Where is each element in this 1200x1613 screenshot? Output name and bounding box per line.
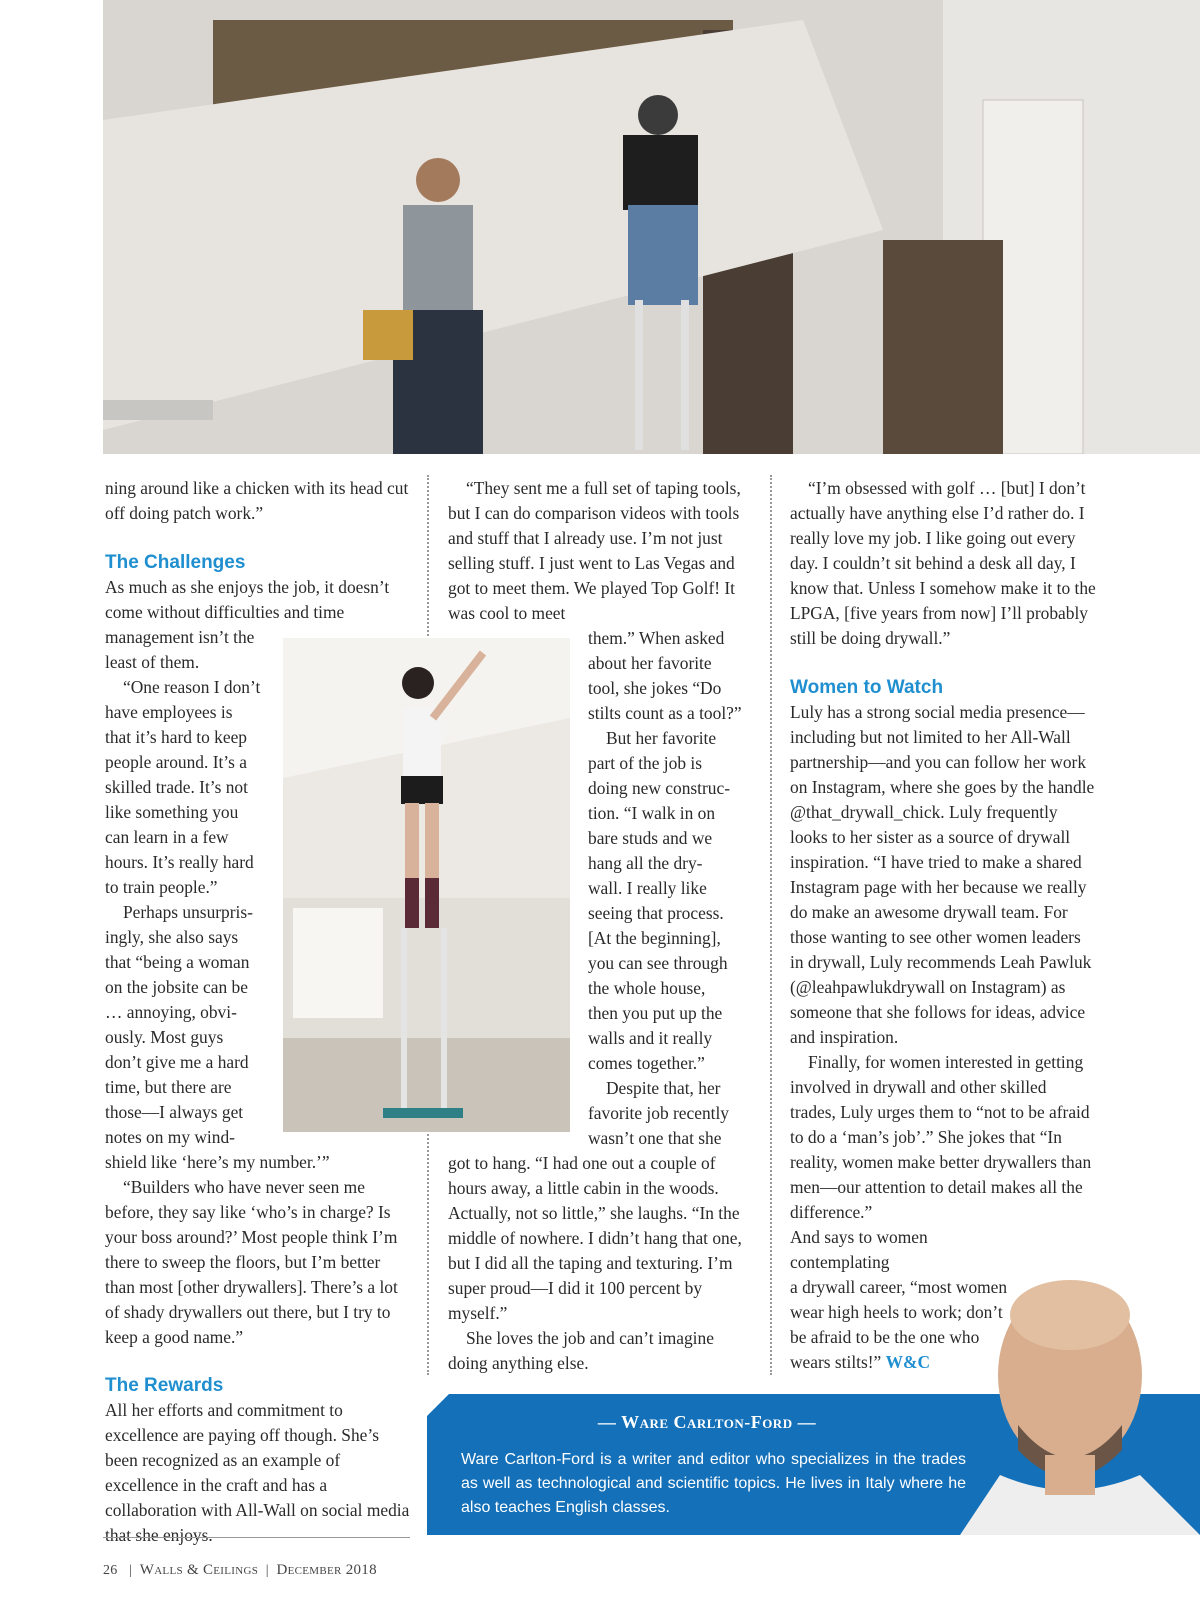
col2-line: you can see through: [588, 953, 728, 973]
col1-line: hours. It’s really hard: [105, 852, 254, 872]
col2-line: favorite job recently: [588, 1103, 729, 1123]
column-divider-2: [770, 475, 772, 1375]
col2-line: wasn’t one that she: [588, 1128, 722, 1148]
col1-line: to train people.”: [105, 877, 218, 897]
col1-paragraph-1: ning around like a chicken with its head cut off doing patch work.”: [105, 478, 409, 523]
page-footer: [103, 1562, 377, 1579]
col1-line: … annoying, obvi-: [105, 1002, 237, 1022]
col2-line: seeing that process.: [588, 903, 724, 923]
col1-line: those—I always get: [105, 1102, 244, 1122]
col1-line: that “being a woman: [105, 952, 250, 972]
col3-line: And says to women contemplating: [790, 1227, 928, 1272]
col2-line: walls and it really: [588, 1028, 713, 1048]
col2-line: hang all the dry-: [588, 853, 703, 873]
author-name: — Ware Carlton-Ford —: [597, 1412, 817, 1432]
col1-line: don’t give me a hard: [105, 1052, 249, 1072]
footer-separator: |: [265, 1563, 269, 1578]
col1-paragraph-6: All her efforts and commitment to excellence are paying off though. She’s been recognized as an example of excellence in the craft and has a collaboration with All-Wall on social media that she enjoys.: [105, 1400, 410, 1545]
author-portrait: [940, 1275, 1200, 1535]
col2-line: doing new construc-: [588, 778, 730, 798]
col2-line: then you put up the: [588, 1003, 723, 1023]
heading-the-rewards: The Rewards: [105, 1375, 224, 1396]
col3-line: a drywall career, “most women: [790, 1277, 1008, 1297]
col2-line: tool, she jokes “Do: [588, 678, 722, 698]
bio-box-corner-tab: [427, 1394, 449, 1416]
col2-line: stilts count as a tool?”: [588, 703, 742, 723]
col1-line: on the jobsite can be: [105, 977, 248, 997]
col2-line: part of the job is: [588, 753, 702, 773]
col1-line: ously. Most guys: [105, 1027, 224, 1047]
top-photo-drywall-hanging: [103, 0, 1200, 454]
col3-paragraph-1: “I’m obsessed with golf … [but] I don’t actually have anything else I’d rather do. I really love my job. I like going out every day. I couldn’t sit behind a desk all day, I know that. Unless I somehow make it to the LPGA, [five years from now] I’ll probably still be doing drywall.”: [790, 478, 1096, 648]
drywall-hanging-illustration: [103, 0, 1200, 454]
col1-line: Perhaps unsurpris-: [123, 902, 253, 922]
issue-date: December 2018: [276, 1562, 377, 1578]
col2-line: Despite that, her: [606, 1078, 721, 1098]
wc-signoff: W&C: [885, 1352, 931, 1372]
col1-line: people around. It’s a: [105, 752, 247, 772]
column-3: [790, 476, 1096, 1375]
page-number: 26: [103, 1563, 118, 1578]
col2-line: tion. “I walk in on: [588, 803, 716, 823]
footer-separator: |: [129, 1563, 133, 1578]
col2-line: comes together.”: [588, 1053, 705, 1073]
col2-line: the whole house,: [588, 978, 706, 998]
col2-line: But her favorite: [606, 728, 717, 748]
col1-line: skilled trade. It’s not: [105, 777, 248, 797]
col3-line: be afraid to be the one who: [790, 1327, 980, 1347]
col2-line: about her favorite: [588, 653, 712, 673]
column-2: [448, 476, 754, 1376]
author-portrait-illustration: [940, 1275, 1200, 1535]
col2-line: [At the beginning],: [588, 928, 721, 948]
col2-paragraph-4: She loves the job and can’t imagine doing anything else.: [448, 1328, 714, 1373]
col1-paragraph-2a: As much as she enjoys the job, it doesn’t come without difficulties and time: [105, 577, 390, 622]
col1-line: like something you: [105, 802, 239, 822]
col1-line: ingly, she also says: [105, 927, 239, 947]
author-bio-text: Ware Carlton-Ford is a writer and editor who specializes in the trades as well as technological and scientific topics. He lives in Italy where he also teaches English classes.: [461, 1451, 966, 1516]
col1-line: “One reason I don’t: [123, 677, 261, 697]
col2-paragraph-3: got to hang. “I had one out a couple of hours away, a little cabin in the woods. Actually, not so little,” she laughs. “In the middle of nowhere. I didn’t hang that one, but I did all the taping and texturing. I’m super proud—I did it 100 percent by myself.”: [448, 1153, 742, 1323]
heading-the-challenges: The Challenges: [105, 552, 246, 573]
col3-paragraph-2: Luly has a strong social media presence—including but not limited to her All-Wall partnership—and you can follow her work on Instagram, where she goes by the handle @that_drywall_chick. Luly frequently looks to her sister as a source of drywall inspiration. “I have tried to make a shared Instagram page with her because we really do make an awesome drywall team. For those wanting to see other women leaders in drywall, Luly recommends Leah Pawluk (@leahpawlukdrywall on Instagram) as someone that she follows for ideas, advice and inspiration.: [790, 702, 1095, 1047]
col3-line: wear high heels to work; don’t: [790, 1302, 1003, 1322]
col2-line: them.” When asked: [588, 628, 725, 648]
col1-line: time, but there are: [105, 1077, 232, 1097]
col2-paragraph-1: “They sent me a full set of taping tools, but I can do comparison videos with tools and stuff that I already use. I’m not just selling stuff. I just went to Las Vegas and got to meet them. We played Top Golf! It was cool to meet: [448, 478, 741, 623]
heading-women-to-watch: Women to Watch: [790, 677, 944, 698]
col2-line: bare studs and we: [588, 828, 713, 848]
col1-line: have employees is: [105, 702, 233, 722]
col1-paragraph-2c: least of them.: [105, 652, 200, 672]
magazine-name: Walls & Ceilings: [139, 1562, 259, 1578]
col1-line: notes on my wind-: [105, 1127, 235, 1147]
col1-paragraph-2b: management isn’t the: [105, 627, 255, 647]
col1-paragraph-5: “Builders who have never seen me before, they say like ‘who’s in charge? Is your boss around?’ Most people think I’m there to sweep the floors, but I’m better than most [other drywallers]. There’s a lot of shady drywallers out there, but I try to keep a good name.”: [105, 1177, 398, 1347]
col2-line: wall. I really like: [588, 878, 707, 898]
column-1: [105, 476, 411, 1548]
col3-last-line: wears stilts!”: [790, 1352, 882, 1372]
col1-paragraph-4-end: shield like ‘here’s my number.’”: [105, 1152, 330, 1172]
col1-line: that it’s hard to keep: [105, 727, 247, 747]
col1-bottom-rule: [103, 1537, 410, 1538]
col3-paragraph-3: Finally, for women interested in getting involved in drywall and other skilled trades, Luly urges them to “not to be afraid to do a ‘man’s job’.” She jokes that “In reality, women make better drywallers than men—our attention to detail makes all the difference.”: [790, 1052, 1092, 1222]
col1-line: can learn in a few: [105, 827, 229, 847]
